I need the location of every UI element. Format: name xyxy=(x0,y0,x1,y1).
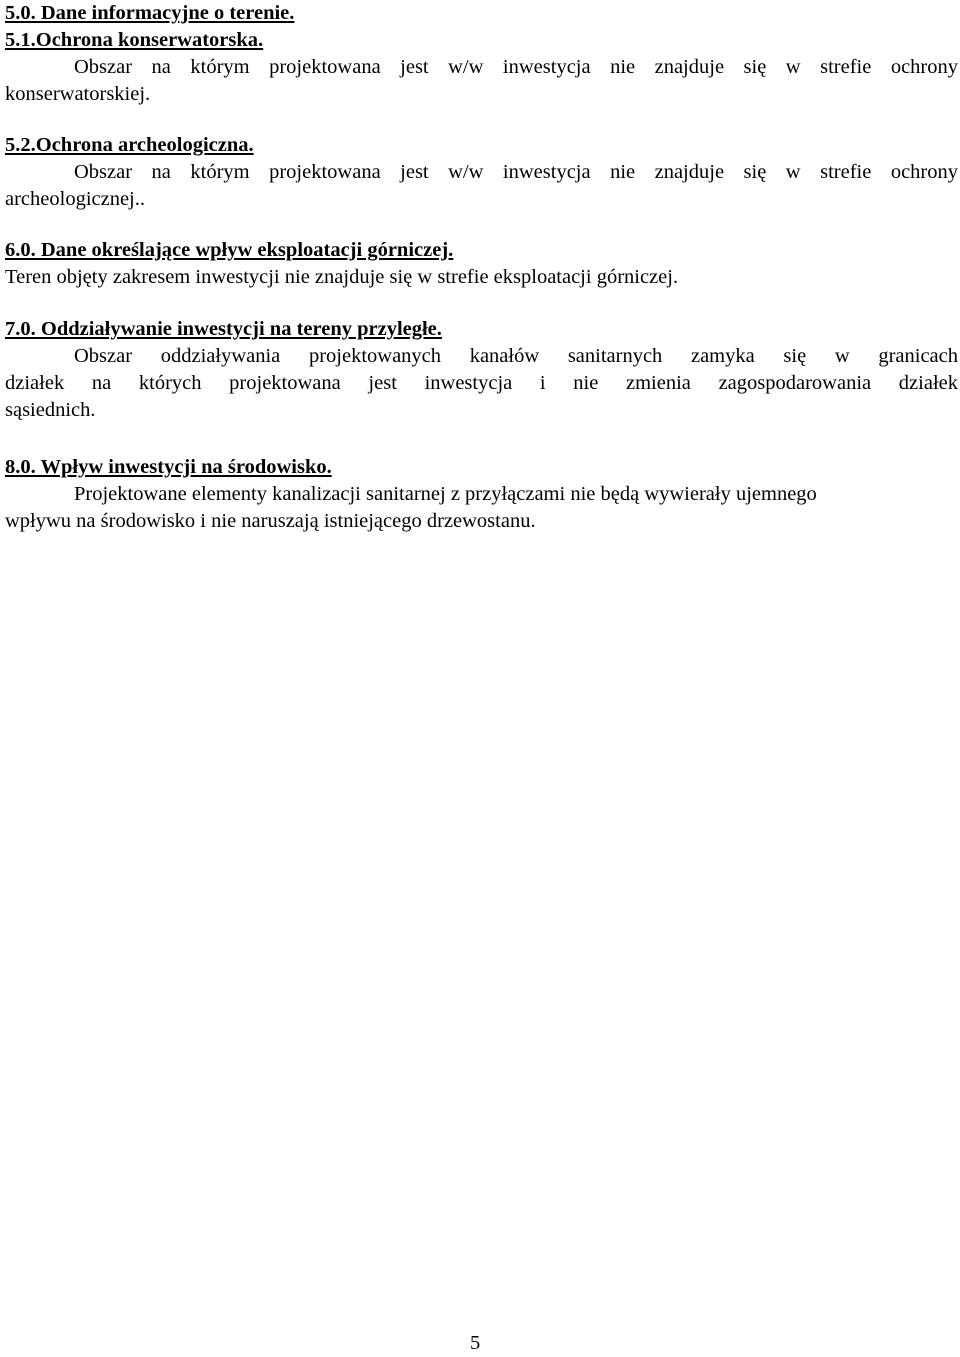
section-5-2-text-line-1: Obszar na którym projektowana jest w/w inwestycja nie znajduje się w strefie ochrony xyxy=(74,161,958,183)
section-8-text-line-1: Projektowane elementy kanalizacji sanitarnej z przyłączami nie będą wywierały ujemnego xyxy=(74,483,817,505)
section-7-text-line-2: działek na których projektowana jest inwestycja i nie zmienia zagospodarowania działek xyxy=(5,372,958,394)
section-5-1-text-line-1: Obszar na którym projektowana jest w/w inwestycja nie znajduje się w strefie ochrony xyxy=(74,56,958,78)
section-6-text-line-1: Teren objęty zakresem inwestycji nie znajduje się w strefie eksploatacji górniczej. xyxy=(5,266,679,288)
section-5-1-text-line-2: konserwatorskiej. xyxy=(5,83,151,105)
document-page xyxy=(5,0,958,1356)
section-5-1-heading: 5.1.Ochrona konserwatorska. xyxy=(5,29,264,51)
section-8-text-line-2: wpływu na środowisko i nie naruszają istniejącego drzewostanu. xyxy=(5,510,536,532)
section-5-2-text-line-2: archeologicznej.. xyxy=(5,188,146,210)
section-7-text-line-1: Obszar oddziaływania projektowanych kanałów sanitarnych zamyka się w granicach xyxy=(74,345,958,367)
section-5-heading: 5.0. Dane informacyjne o terenie. xyxy=(5,2,295,24)
section-6-heading: 6.0. Dane określające wpływ eksploatacji górniczej. xyxy=(5,239,454,261)
section-7-heading: 7.0. Oddziaływanie inwestycji na tereny przyległe. xyxy=(5,318,442,340)
section-8-heading: 8.0. Wpływ inwestycji na środowisko. xyxy=(5,456,332,478)
section-7-text-line-3: sąsiednich. xyxy=(5,399,96,421)
page-number: 5 xyxy=(470,1332,481,1354)
section-5-2-heading: 5.2.Ochrona archeologiczna. xyxy=(5,134,254,156)
